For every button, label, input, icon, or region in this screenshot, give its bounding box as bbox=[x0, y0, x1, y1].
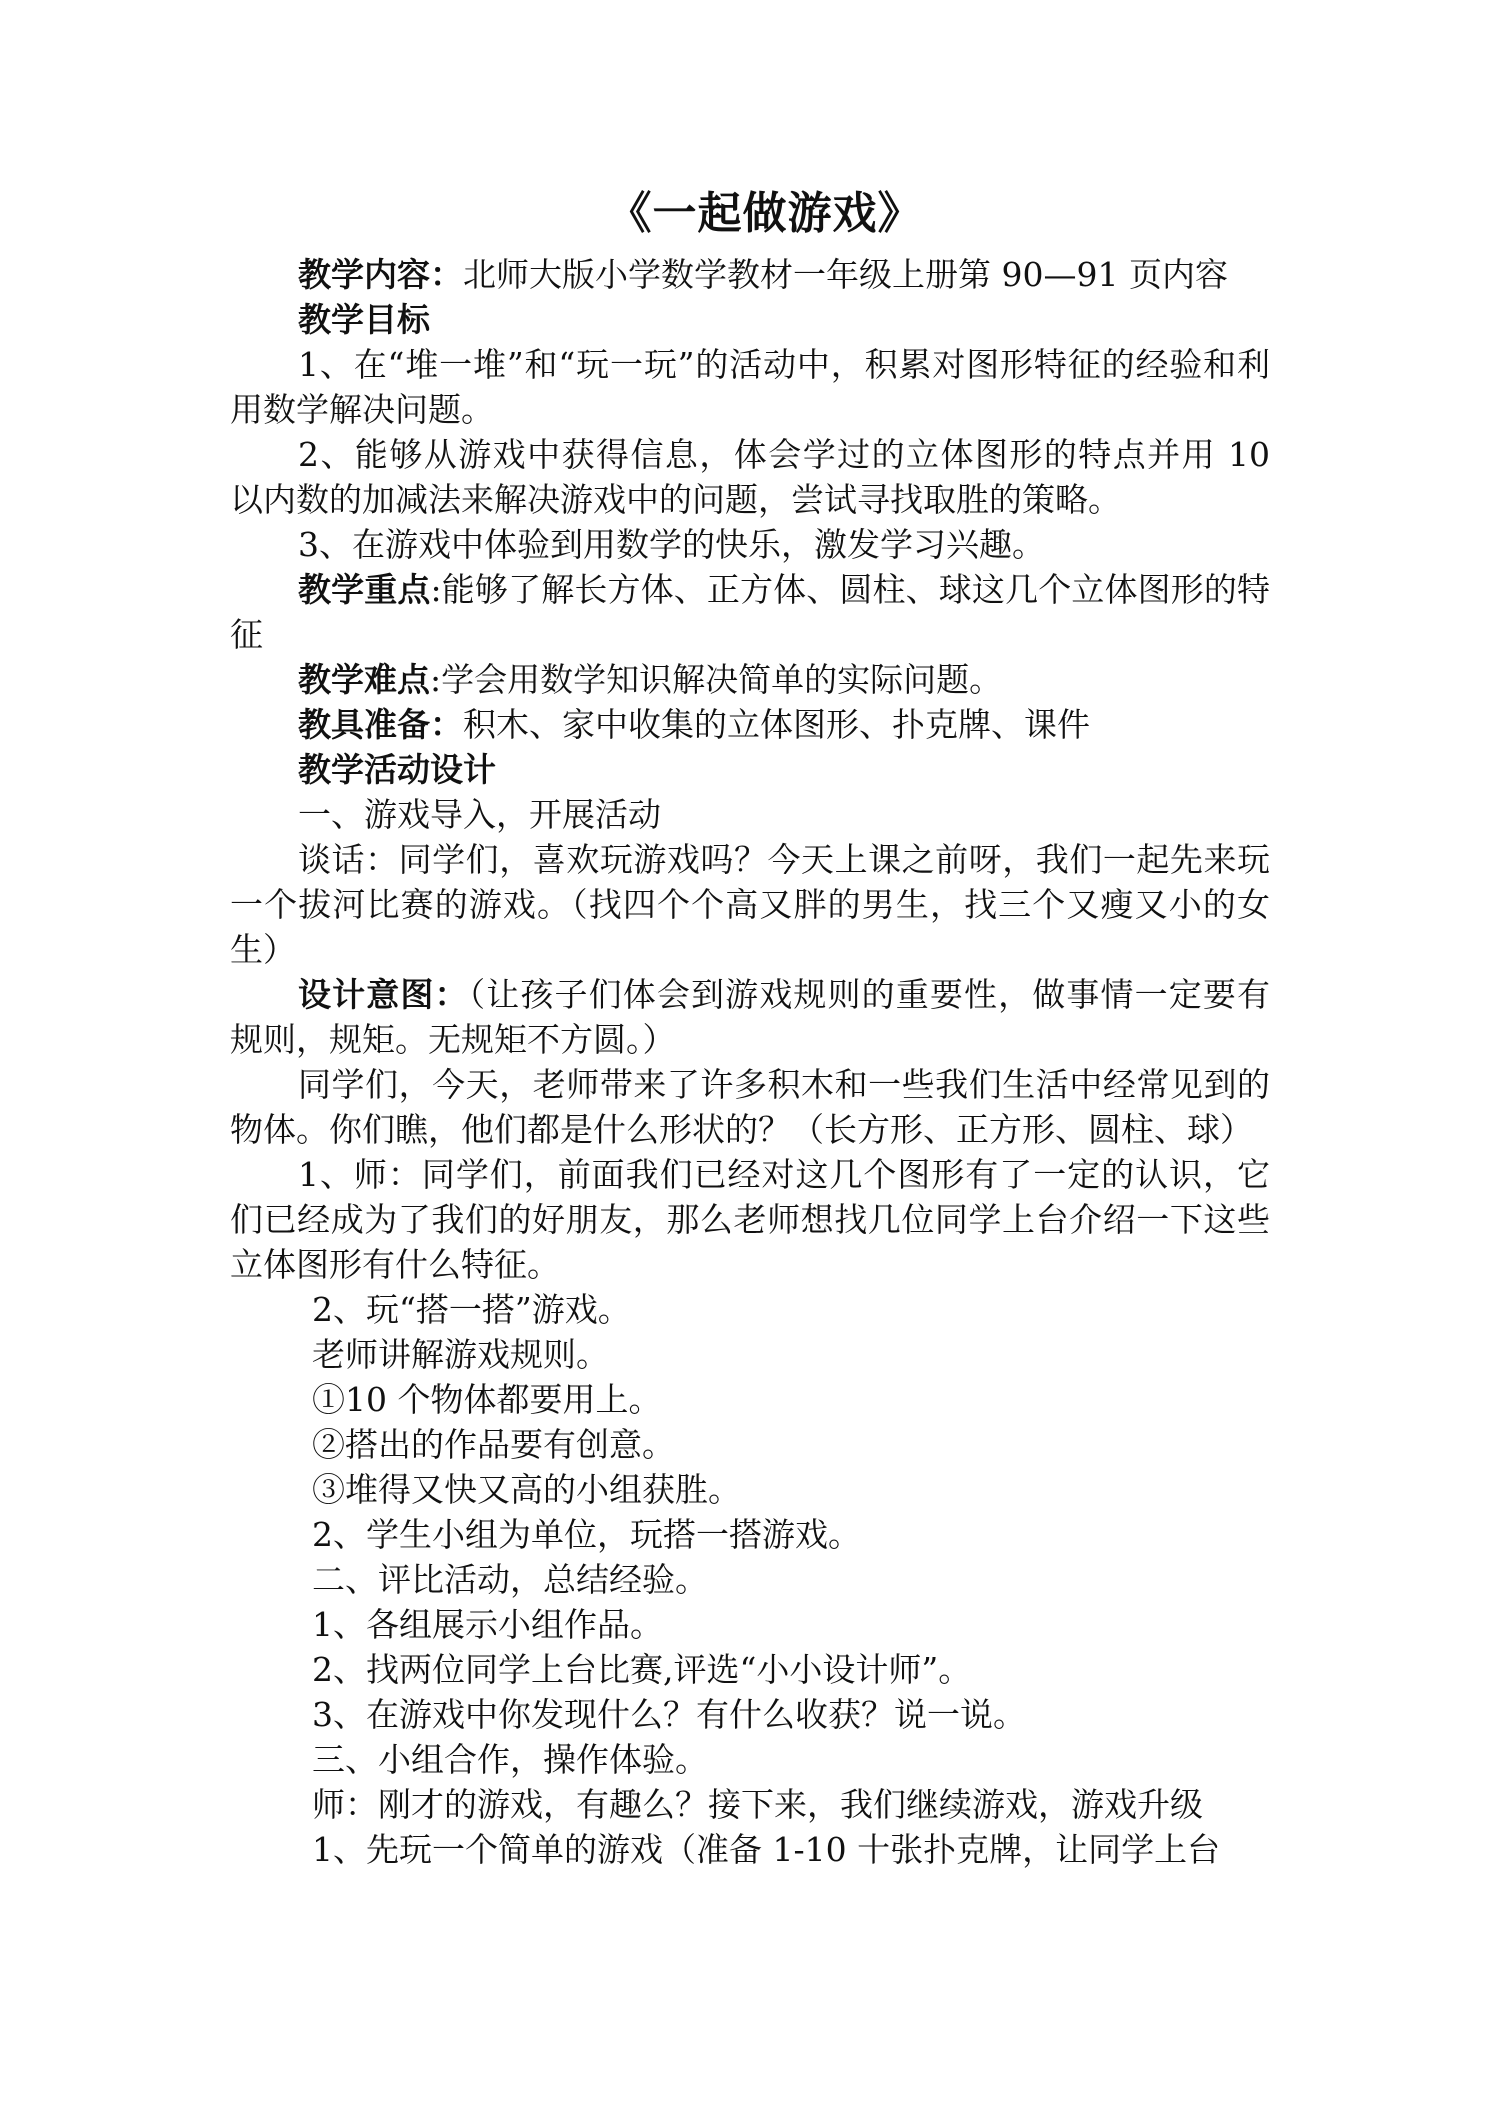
key-point-text: :能够了解长方体、正方体、圆柱、球这几个立体图形的特征 bbox=[230, 570, 1271, 654]
talk-paragraph: 谈话：同学们，喜欢玩游戏吗？今天上课之前呀，我们一起先来玩一个拔河比赛的游戏。（找四个个高又胖的男生，找三个又瘦又小的女生） bbox=[230, 840, 1270, 969]
text-line: 2、找两位同学上台比赛,评选“小小设计师”。 bbox=[312, 1650, 972, 1689]
objective-item: 3、在游戏中体验到用数学的快乐，激发学习兴趣。 bbox=[298, 525, 1045, 564]
section-heading: 一、游戏导入，开展活动 bbox=[298, 795, 661, 834]
difficulty-label: 教学难点 bbox=[298, 660, 430, 699]
teaching-content bbox=[230, 252, 1270, 297]
design-intent-label: 设计意图： bbox=[298, 975, 469, 1014]
materials-label: 教具准备： bbox=[298, 705, 463, 744]
objective-item: 2、能够从游戏中获得信息，体会学过的立体图形的特点并用 10 以内数的加减法来解决游戏中的问题，尝试寻找取胜的策略。 bbox=[230, 435, 1270, 519]
materials bbox=[230, 702, 1270, 747]
objectives-heading: 教学目标 bbox=[298, 300, 430, 339]
teacher-paragraph: 1、师：同学们，前面我们已经对这几个图形有了一定的认识，它们已经成为了我们的好朋友，那么老师想找几位同学上台介绍一下这些立体图形有什么特征。 bbox=[230, 1155, 1270, 1284]
design-intent bbox=[230, 972, 1270, 1062]
text-line: ①10 个物体都要用上。 bbox=[312, 1380, 662, 1419]
text-line: 1、先玩一个简单的游戏（准备 1-10 十张扑克牌，让同学上台 bbox=[312, 1830, 1221, 1869]
materials-text: 积木、家中收集的立体图形、扑克牌、课件 bbox=[463, 705, 1090, 744]
objects-paragraph: 同学们，今天，老师带来了许多积木和一些我们生活中经常见到的物体。你们瞧，他们都是什么形状的？（长方形、正方形、圆柱、球） bbox=[230, 1065, 1270, 1149]
text-line: 二、评比活动，总结经验。 bbox=[312, 1560, 708, 1599]
text-line: 师：刚才的游戏，有趣么？接下来，我们继续游戏，游戏升级 bbox=[312, 1785, 1203, 1824]
design-intent-text: （让孩子们体会到游戏规则的重要性，做事情一定要有规则，规矩。无规矩不方圆。） bbox=[230, 975, 1270, 1059]
teaching-content-label: 教学内容： bbox=[298, 255, 463, 294]
text-line: ③堆得又快又高的小组获胜。 bbox=[312, 1470, 741, 1509]
teaching-content-text: 北师大版小学数学教材一年级上册第 90—91 页内容 bbox=[463, 255, 1228, 294]
key-point bbox=[230, 567, 1270, 657]
document-title: 《一起做游戏》 bbox=[607, 188, 923, 239]
text-line: 3、在游戏中你发现什么？有什么收获？说一说。 bbox=[312, 1695, 1026, 1734]
text-line: 1、各组展示小组作品。 bbox=[312, 1605, 663, 1644]
text-line: ②搭出的作品要有创意。 bbox=[312, 1425, 675, 1464]
text-line: 2、学生小组为单位，玩搭一搭游戏。 bbox=[312, 1515, 861, 1554]
text-line: 三、小组合作，操作体验。 bbox=[312, 1740, 708, 1779]
difficulty bbox=[230, 657, 1270, 702]
document-page bbox=[230, 190, 1270, 1872]
difficulty-text: :学会用数学知识解决简单的实际问题。 bbox=[430, 660, 1003, 699]
text-line: 2、玩“搭一搭”游戏。 bbox=[312, 1290, 631, 1329]
key-point-label: 教学重点 bbox=[298, 570, 431, 609]
objective-item: 1、在“堆一堆”和“玩一玩”的活动中，积累对图形特征的经验和利用数学解决问题。 bbox=[230, 345, 1270, 429]
activity-heading: 教学活动设计 bbox=[298, 750, 496, 789]
text-line: 老师讲解游戏规则。 bbox=[312, 1335, 609, 1374]
